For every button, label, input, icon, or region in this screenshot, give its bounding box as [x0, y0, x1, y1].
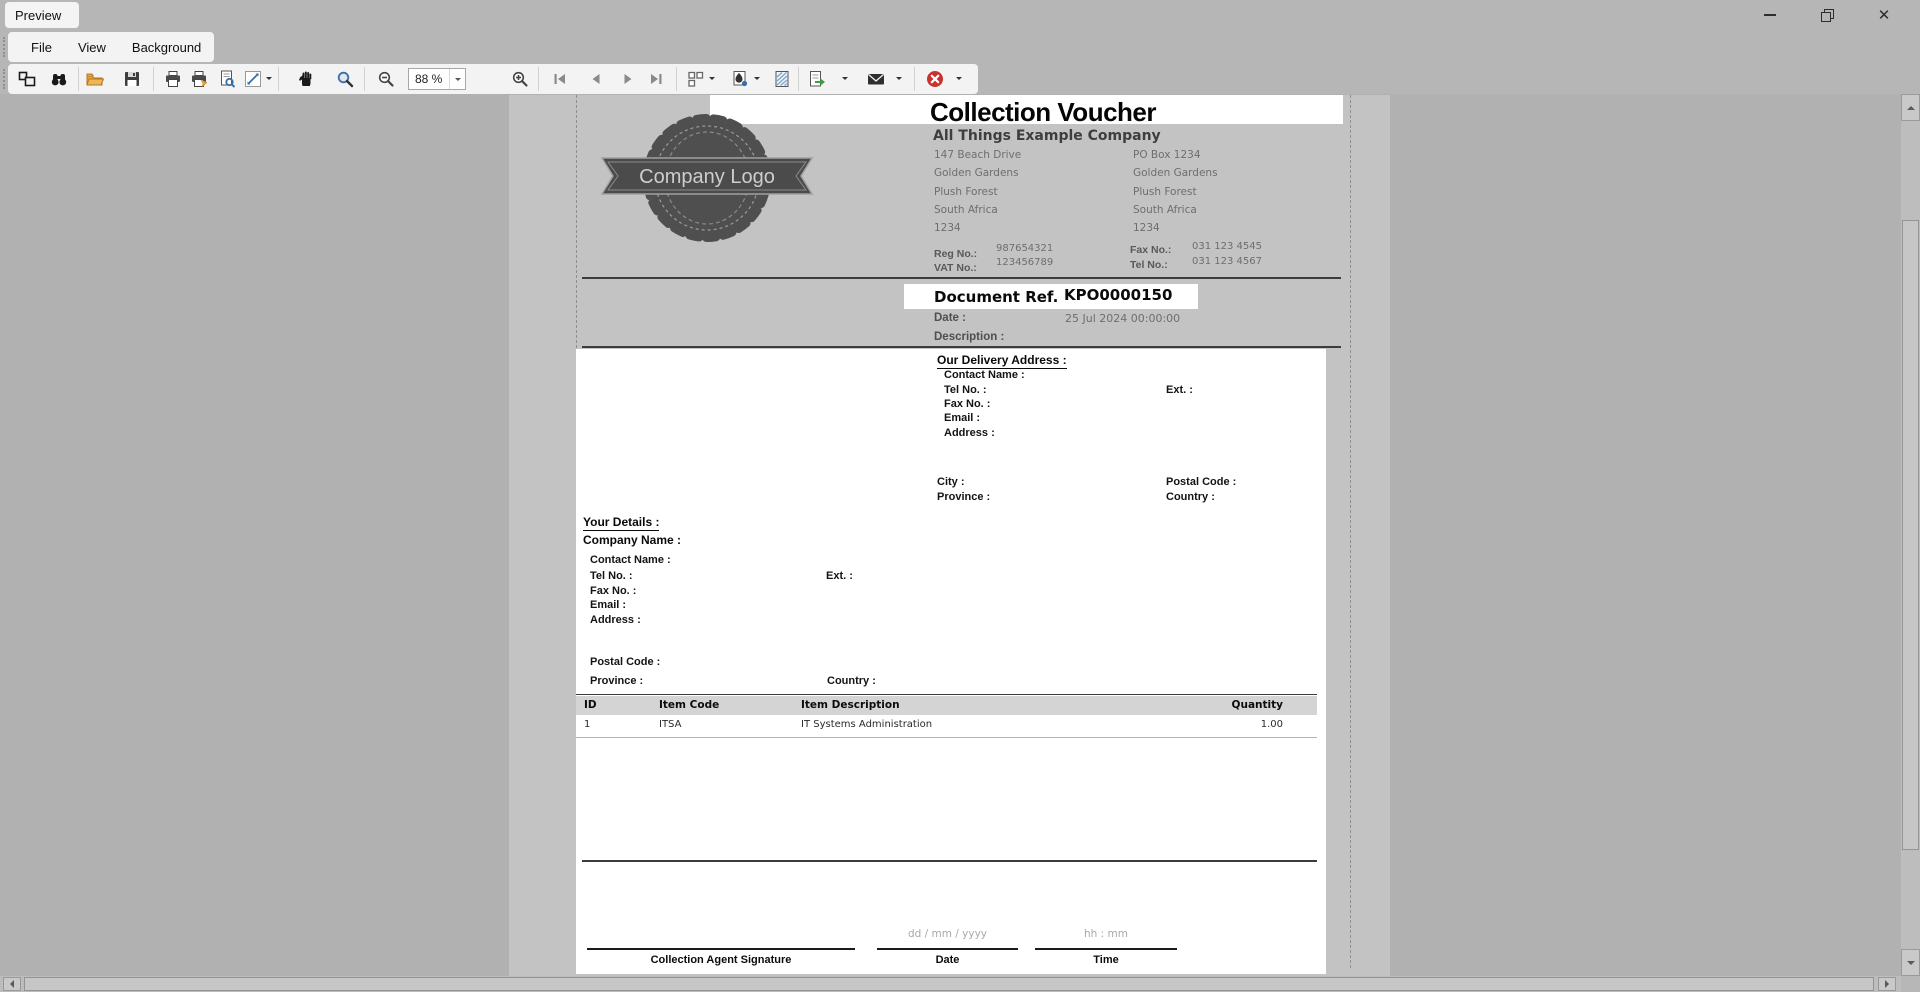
scroll-up-button[interactable] — [1901, 94, 1920, 121]
company-logo-text: Company Logo — [639, 166, 775, 188]
menu-background[interactable]: Background — [131, 39, 202, 55]
close-button[interactable] — [1866, 0, 1902, 30]
date-value: 25 Jul 2024 00:00:00 — [1065, 312, 1181, 325]
print-icon[interactable] — [162, 68, 184, 90]
vat-no-label: VAT No.: — [934, 262, 977, 274]
page-color-icon[interactable] — [729, 68, 751, 90]
first-page-icon[interactable] — [549, 68, 571, 90]
toolbar-grip[interactable] — [3, 69, 5, 89]
doc-ref-label: Document Ref. — [934, 288, 1059, 306]
fax-no-value: 031 123 4545 — [1192, 241, 1262, 252]
close-icon: ✕ — [1877, 6, 1891, 24]
vertical-scroll-thumb[interactable] — [1902, 220, 1919, 850]
reg-no-value: 987654321 — [996, 243, 1054, 254]
send-email-icon[interactable] — [865, 68, 887, 90]
window-title-text: Preview — [15, 7, 62, 23]
cell-quantity: 1.00 — [1260, 719, 1283, 730]
company-address-right: PO Box 1234 Golden Gardens Plush Forest South Africa 1234 — [1133, 149, 1218, 235]
separator-line — [582, 346, 1341, 348]
page-setup-icon[interactable] — [216, 68, 238, 90]
multiple-pages-icon[interactable] — [685, 68, 707, 90]
scale-icon[interactable] — [242, 68, 264, 90]
horizontal-scroll-thumb[interactable] — [24, 977, 1874, 991]
your-fax-label: Fax No. : — [590, 585, 637, 597]
scroll-down-button[interactable] — [1901, 949, 1920, 976]
delivery-city-label: City : — [937, 476, 965, 488]
zoom-in-icon[interactable] — [509, 68, 531, 90]
signature-line — [587, 948, 855, 950]
delivery-ext-label: Ext. : — [1166, 384, 1193, 396]
send-email-dropdown-icon[interactable] — [896, 77, 902, 83]
cell-item-code: ITSA — [659, 719, 682, 730]
description-label: Description : — [934, 331, 1005, 343]
scrollbar-corner — [1901, 976, 1920, 992]
col-item-description: Item Description — [801, 699, 900, 711]
date-label: Date : — [934, 312, 966, 324]
scroll-left-button[interactable] — [3, 977, 21, 991]
content-block — [576, 349, 1326, 974]
company-name: All Things Example Company — [933, 128, 1161, 144]
your-province-label: Province : — [590, 675, 644, 687]
document-map-icon[interactable] — [16, 68, 38, 90]
delivery-postal-label: Postal Code : — [1166, 476, 1237, 488]
export-dropdown-icon[interactable] — [842, 77, 848, 83]
delivery-address-label: Address : — [944, 427, 995, 439]
footer-separator-line — [582, 860, 1317, 862]
minimize-icon — [1764, 14, 1776, 16]
separator-line — [582, 277, 1341, 279]
col-item-code: Item Code — [659, 699, 720, 711]
horizontal-scrollbar[interactable] — [0, 976, 1901, 992]
date-placeholder: dd / mm / yyyy — [907, 928, 988, 940]
col-id: ID — [584, 699, 597, 711]
your-address-label: Address : — [590, 614, 641, 626]
next-page-icon[interactable] — [617, 68, 639, 90]
restore-button[interactable] — [1809, 0, 1845, 30]
your-tel-label: Tel No. : — [590, 570, 633, 582]
doc-ref-value: KPO0000150 — [1064, 286, 1173, 304]
menu-view[interactable]: View — [77, 39, 106, 55]
your-postal-label: Postal Code : — [590, 656, 661, 668]
your-email-label: Email : — [590, 599, 627, 611]
time-placeholder: hh : mm — [1084, 928, 1128, 940]
reg-no-label: Reg No.: — [934, 248, 978, 260]
previous-page-icon[interactable] — [585, 68, 607, 90]
zoom-level-value: 88 % — [415, 72, 443, 86]
cell-id: 1 — [584, 719, 591, 730]
last-page-icon[interactable] — [645, 68, 667, 90]
your-ext-label: Ext. : — [826, 570, 853, 582]
menubar-grip[interactable] — [3, 37, 5, 57]
window-title — [5, 2, 79, 28]
table-row — [576, 715, 1317, 738]
delivery-province-label: Province : — [937, 491, 991, 503]
restore-icon — [1821, 9, 1834, 22]
tel-no-value: 031 123 4567 — [1192, 256, 1262, 267]
signature-label: Collection Agent Signature — [650, 954, 792, 966]
delivery-heading: Our Delivery Address : — [937, 353, 1067, 367]
your-contact-label: Contact Name : — [590, 554, 671, 566]
scroll-right-button[interactable] — [1878, 977, 1896, 991]
toolbar — [8, 64, 978, 94]
delivery-email-label: Email : — [944, 412, 981, 424]
menu-file[interactable]: File — [31, 39, 52, 55]
hand-tool-icon[interactable] — [295, 68, 317, 90]
export-document-icon[interactable] — [806, 68, 828, 90]
vat-no-value: 123456789 — [996, 257, 1054, 268]
delivery-fax-label: Fax No. : — [944, 398, 991, 410]
page-color-dropdown-icon[interactable] — [754, 77, 760, 83]
menu-bar — [8, 32, 214, 62]
multiple-pages-dropdown-icon[interactable] — [709, 77, 715, 83]
delivery-tel-label: Tel No. : — [944, 384, 987, 396]
document-title: Collection Voucher — [930, 97, 1156, 127]
your-country-label: Country : — [827, 675, 876, 687]
minimize-button[interactable] — [1752, 0, 1788, 30]
date-sig-label: Date — [935, 954, 960, 966]
time-line — [1035, 948, 1177, 950]
exit-icon[interactable] — [924, 68, 946, 90]
table-top-line — [576, 694, 1317, 695]
col-quantity: Quantity — [1231, 699, 1283, 711]
quick-print-icon[interactable] — [188, 68, 210, 90]
scroll-up-icon — [1907, 102, 1915, 110]
fax-no-label: Fax No.: — [1130, 244, 1172, 256]
cell-item-description: IT Systems Administration — [801, 719, 933, 730]
zoom-level-combo[interactable] — [408, 68, 466, 90]
tel-no-label: Tel No.: — [1130, 259, 1168, 271]
right-margin-line — [1350, 95, 1351, 968]
time-sig-label: Time — [1093, 954, 1119, 966]
scroll-left-icon — [6, 980, 14, 988]
zoom-combo-dropdown-icon[interactable] — [449, 69, 465, 89]
row-divider — [576, 737, 1317, 738]
open-icon[interactable] — [84, 68, 106, 90]
your-company-label: Company Name : — [583, 533, 682, 547]
your-details-heading: Your Details : — [583, 515, 660, 529]
exit-dropdown-icon[interactable] — [956, 77, 962, 83]
scale-dropdown-icon[interactable] — [266, 77, 272, 83]
delivery-contact-label: Contact Name : — [944, 369, 1025, 381]
delivery-country-label: Country : — [1166, 491, 1215, 503]
scroll-right-icon — [1885, 980, 1893, 988]
zoom-out-icon[interactable] — [375, 68, 397, 90]
company-address-left: 147 Beach Drive Golden Gardens Plush Forest South Africa 1234 — [934, 149, 1022, 235]
scroll-down-icon — [1907, 961, 1915, 969]
window-chrome — [0, 0, 1920, 94]
watermark-icon[interactable] — [771, 68, 793, 90]
save-icon[interactable] — [121, 68, 143, 90]
date-line — [877, 948, 1018, 950]
search-icon[interactable] — [48, 68, 70, 90]
company-logo — [600, 112, 814, 253]
vertical-scrollbar[interactable] — [1901, 94, 1920, 976]
magnifier-icon[interactable] — [334, 68, 356, 90]
